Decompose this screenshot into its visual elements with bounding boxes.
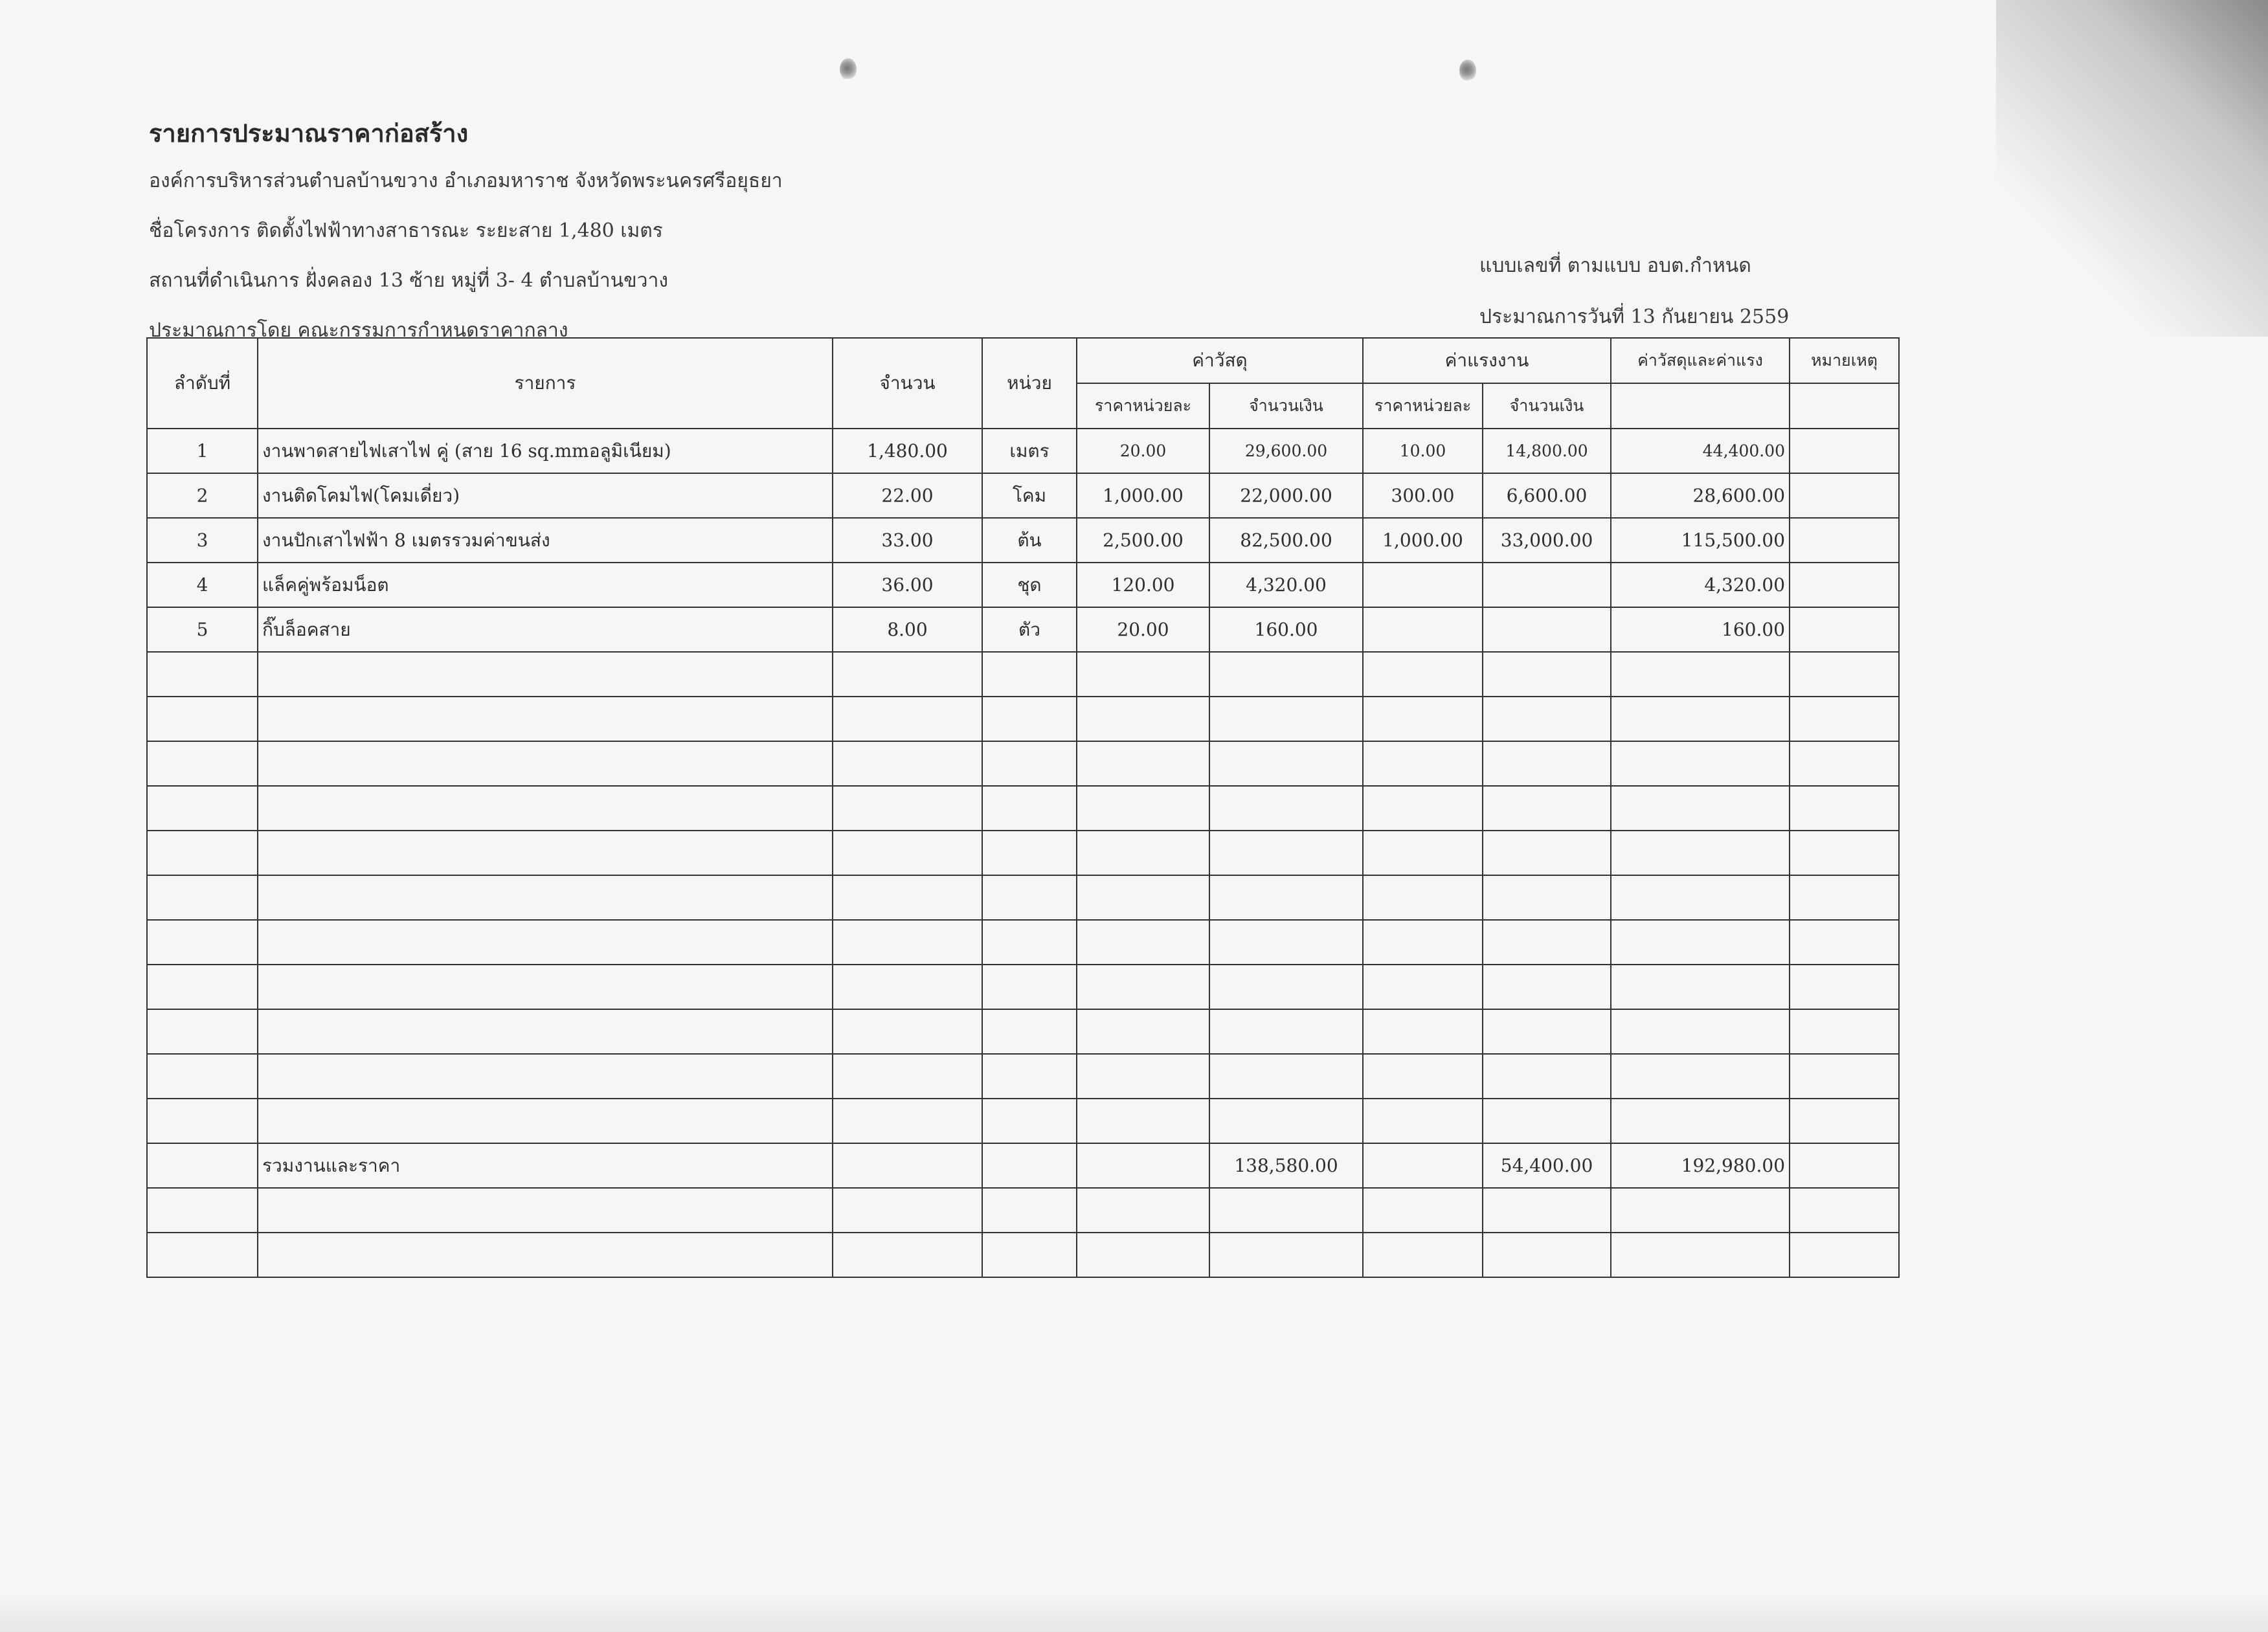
empty-cell	[258, 1054, 833, 1099]
document-title: รายการประมาณราคาก่อสร้าง	[149, 118, 469, 148]
cell-total: 4,320.00	[1611, 563, 1790, 607]
empty-cell	[258, 1233, 833, 1277]
empty-cell	[833, 786, 982, 831]
empty-row	[147, 786, 1899, 831]
empty-cell	[1363, 1054, 1483, 1099]
empty-cell	[833, 875, 982, 920]
empty-cell	[1790, 697, 1899, 741]
empty-cell	[258, 875, 833, 920]
empty-cell	[1483, 741, 1611, 786]
empty-cell	[1209, 1009, 1363, 1054]
empty-cell	[1077, 831, 1209, 875]
cell-qty: 8.00	[833, 607, 982, 652]
empty-cell	[982, 1009, 1077, 1054]
cell-item: งานติดโคมไฟ(โคมเดี่ยว)	[258, 473, 833, 518]
empty-cell	[1611, 831, 1790, 875]
empty-cell	[1611, 652, 1790, 697]
cell-material-amount: 4,320.00	[1209, 563, 1363, 607]
cell-total: 44,400.00	[1611, 429, 1790, 473]
empty-cell	[147, 652, 258, 697]
empty-row	[147, 875, 1899, 920]
empty-cell	[1209, 741, 1363, 786]
empty-cell	[1363, 652, 1483, 697]
summary-unit	[982, 1143, 1077, 1188]
empty-cell	[1077, 1099, 1209, 1143]
estimate-date: ประมาณการวันที่ 13 กันยายน 2559	[1479, 306, 1790, 328]
cell-no: 3	[147, 518, 258, 563]
empty-cell	[1483, 1099, 1611, 1143]
cell-unit: ตัว	[982, 607, 1077, 652]
empty-cell	[1483, 875, 1611, 920]
empty-cell	[1363, 920, 1483, 965]
empty-cell	[1209, 831, 1363, 875]
empty-cell	[833, 652, 982, 697]
cell-material-unit-price: 2,500.00	[1077, 518, 1209, 563]
cell-labor-amount: 14,800.00	[1483, 429, 1611, 473]
empty-cell	[1077, 1233, 1209, 1277]
empty-cell	[1483, 1233, 1611, 1277]
empty-cell	[982, 920, 1077, 965]
empty-cell	[1363, 965, 1483, 1009]
empty-cell	[147, 1099, 258, 1143]
empty-cell	[1483, 786, 1611, 831]
empty-cell	[1077, 697, 1209, 741]
empty-cell	[147, 1233, 258, 1277]
empty-cell	[1209, 1233, 1363, 1277]
scan-shadow	[1996, 0, 2268, 337]
table-row	[147, 607, 1899, 652]
cell-qty: 1,480.00	[833, 429, 982, 473]
empty-cell	[1611, 697, 1790, 741]
cell-total: 28,600.00	[1611, 473, 1790, 518]
empty-cell	[1483, 965, 1611, 1009]
summary-qty	[833, 1143, 982, 1188]
cell-total: 160.00	[1611, 607, 1790, 652]
cell-material-unit-price: 120.00	[1077, 563, 1209, 607]
empty-cell	[1209, 697, 1363, 741]
empty-cell	[833, 1099, 982, 1143]
empty-cell	[982, 1233, 1077, 1277]
summary-note	[1790, 1143, 1899, 1188]
cell-item: งานปักเสาไฟฟ้า 8 เมตรรวมค่าขนส่ง	[258, 518, 833, 563]
empty-cell	[1483, 697, 1611, 741]
empty-cell	[1209, 786, 1363, 831]
empty-cell	[1790, 1233, 1899, 1277]
empty-cell	[1790, 652, 1899, 697]
empty-cell	[258, 652, 833, 697]
cell-item: แล็คคู่พร้อมน็อต	[258, 563, 833, 607]
empty-cell	[1790, 1099, 1899, 1143]
empty-cell	[1209, 1054, 1363, 1099]
empty-cell	[833, 831, 982, 875]
organization-line: องค์การบริหารส่วนตำบลบ้านขวาง อำเภอมหาราช จังหวัดพระนครศรีอยุธยา	[149, 170, 783, 192]
empty-row	[147, 1099, 1899, 1143]
header-material: ค่าวัสดุ	[1077, 338, 1363, 383]
cell-qty: 22.00	[833, 473, 982, 518]
empty-cell	[1077, 965, 1209, 1009]
empty-row	[147, 741, 1899, 786]
empty-cell	[1611, 741, 1790, 786]
empty-cell	[833, 1054, 982, 1099]
cell-labor-amount	[1483, 563, 1611, 607]
empty-cell	[1483, 652, 1611, 697]
empty-cell	[833, 920, 982, 965]
empty-cell	[1363, 831, 1483, 875]
empty-cell	[1790, 1188, 1899, 1233]
empty-cell	[1483, 1009, 1611, 1054]
summary-row	[147, 1143, 1899, 1188]
empty-cell	[1077, 875, 1209, 920]
empty-cell	[833, 741, 982, 786]
estimator-line: ประมาณการโดย คณะกรรมการกำหนดราคากลาง	[149, 319, 568, 342]
summary-labor-unit-price	[1363, 1143, 1483, 1188]
cell-qty: 36.00	[833, 563, 982, 607]
blank-rows	[147, 1188, 1899, 1277]
empty-cell	[1077, 652, 1209, 697]
empty-cell	[1483, 831, 1611, 875]
empty-cell	[147, 697, 258, 741]
empty-cell	[1790, 786, 1899, 831]
empty-cell	[1790, 965, 1899, 1009]
empty-row	[147, 1188, 1899, 1233]
cell-note	[1790, 563, 1899, 607]
cell-labor-unit-price: 10.00	[1363, 429, 1483, 473]
empty-cell	[147, 786, 258, 831]
cell-item: งานพาดสายไฟเสาไฟ คู่ (สาย 16 sq.mmอลูมิเนียม)	[258, 429, 833, 473]
empty-cell	[982, 965, 1077, 1009]
empty-cell	[1077, 1054, 1209, 1099]
empty-cell	[833, 1188, 982, 1233]
cost-estimate-table	[146, 337, 1900, 1278]
empty-cell	[1363, 1188, 1483, 1233]
header-total-sub	[1611, 383, 1790, 429]
cell-labor-unit-price: 1,000.00	[1363, 518, 1483, 563]
cell-material-amount: 22,000.00	[1209, 473, 1363, 518]
header-labor-amount: จำนวนเงิน	[1483, 383, 1611, 429]
empty-cell	[833, 697, 982, 741]
location-line: สถานที่ดำเนินการ ฝั่งคลอง 13 ซ้าย หมู่ที่ 3- 4 ตำบลบ้านขวาง	[149, 269, 669, 292]
empty-cell	[1209, 875, 1363, 920]
design-number: แบบเลขที่ ตามแบบ อบต.กำหนด	[1479, 254, 1751, 277]
cell-total: 115,500.00	[1611, 518, 1790, 563]
empty-cell	[1611, 1054, 1790, 1099]
header-item: รายการ	[258, 338, 833, 429]
empty-cell	[258, 786, 833, 831]
empty-cell	[1611, 875, 1790, 920]
empty-cell	[1363, 1099, 1483, 1143]
header-material-amount: จำนวนเงิน	[1209, 383, 1363, 429]
table-header-row	[147, 338, 1899, 383]
empty-cell	[258, 831, 833, 875]
empty-cell	[982, 652, 1077, 697]
empty-cell	[982, 697, 1077, 741]
empty-cell	[1611, 920, 1790, 965]
empty-cell	[258, 697, 833, 741]
header-note-sub	[1790, 383, 1899, 429]
empty-cell	[1611, 786, 1790, 831]
empty-cell	[147, 920, 258, 965]
table-row	[147, 429, 1899, 473]
empty-cell	[147, 875, 258, 920]
summary-total: 192,980.00	[1611, 1143, 1790, 1188]
empty-row	[147, 1054, 1899, 1099]
cell-material-unit-price: 20.00	[1077, 429, 1209, 473]
empty-cell	[982, 786, 1077, 831]
empty-cell	[147, 1188, 258, 1233]
cell-labor-unit-price	[1363, 607, 1483, 652]
cell-note	[1790, 518, 1899, 563]
table-row	[147, 473, 1899, 518]
scan-edge	[0, 1593, 2268, 1632]
empty-cell	[1790, 875, 1899, 920]
header-total: ค่าวัสดุและค่าแรง	[1611, 338, 1790, 383]
empty-cell	[833, 1009, 982, 1054]
cell-labor-amount	[1483, 607, 1611, 652]
empty-cell	[1483, 920, 1611, 965]
empty-cell	[1363, 1233, 1483, 1277]
empty-cell	[1363, 786, 1483, 831]
empty-cell	[1790, 1054, 1899, 1099]
empty-cell	[982, 1099, 1077, 1143]
cell-no: 1	[147, 429, 258, 473]
empty-cell	[833, 965, 982, 1009]
cell-material-amount: 160.00	[1209, 607, 1363, 652]
header-note: หมายเหตุ	[1790, 338, 1899, 383]
empty-cell	[258, 1188, 833, 1233]
empty-cell	[1077, 1009, 1209, 1054]
empty-cell	[1077, 920, 1209, 965]
empty-row	[147, 652, 1899, 697]
empty-cell	[147, 741, 258, 786]
empty-row	[147, 965, 1899, 1009]
cell-material-unit-price: 1,000.00	[1077, 473, 1209, 518]
cell-labor-unit-price	[1363, 563, 1483, 607]
empty-row	[147, 1009, 1899, 1054]
cell-material-amount: 29,600.00	[1209, 429, 1363, 473]
empty-cell	[1209, 652, 1363, 697]
table-row	[147, 563, 1899, 607]
cell-no: 4	[147, 563, 258, 607]
cell-unit: เมตร	[982, 429, 1077, 473]
cell-labor-amount: 6,600.00	[1483, 473, 1611, 518]
punch-hole	[840, 58, 857, 80]
empty-cell	[1611, 965, 1790, 1009]
empty-cell	[147, 831, 258, 875]
cell-material-amount: 82,500.00	[1209, 518, 1363, 563]
cell-unit: โคม	[982, 473, 1077, 518]
empty-cell	[1363, 875, 1483, 920]
cell-material-unit-price: 20.00	[1077, 607, 1209, 652]
empty-cell	[1790, 920, 1899, 965]
empty-cell	[1077, 1188, 1209, 1233]
empty-cell	[1611, 1233, 1790, 1277]
header-qty: จำนวน	[833, 338, 982, 429]
empty-cell	[258, 1099, 833, 1143]
empty-cell	[1209, 1188, 1363, 1233]
table-row	[147, 518, 1899, 563]
cell-note	[1790, 473, 1899, 518]
empty-cell	[833, 1233, 982, 1277]
empty-cell	[982, 1054, 1077, 1099]
empty-cell	[1611, 1099, 1790, 1143]
summary-label: รวมงานและราคา	[258, 1143, 833, 1188]
summary-no	[147, 1143, 258, 1188]
cell-unit: ชุด	[982, 563, 1077, 607]
summary-material-unit-price	[1077, 1143, 1209, 1188]
empty-cell	[982, 1188, 1077, 1233]
cell-no: 2	[147, 473, 258, 518]
empty-cell	[258, 965, 833, 1009]
empty-cell	[258, 741, 833, 786]
cell-no: 5	[147, 607, 258, 652]
header-material-unit-price: ราคาหน่วยละ	[1077, 383, 1209, 429]
project-line: ชื่อโครงการ ติดตั้งไฟฟ้าทางสาธารณะ ระยะสาย 1,480 เมตร	[149, 219, 663, 242]
empty-cell	[1077, 741, 1209, 786]
empty-cell	[982, 831, 1077, 875]
cell-qty: 33.00	[833, 518, 982, 563]
punch-hole	[1459, 60, 1476, 82]
empty-cell	[1611, 1188, 1790, 1233]
empty-cell	[1790, 1009, 1899, 1054]
empty-row	[147, 831, 1899, 875]
empty-cell	[1363, 697, 1483, 741]
empty-cell	[147, 965, 258, 1009]
empty-cell	[1790, 741, 1899, 786]
empty-cell	[1363, 741, 1483, 786]
empty-cell	[258, 920, 833, 965]
blank-rows	[147, 652, 1899, 1143]
header-labor: ค่าแรงงาน	[1363, 338, 1611, 383]
cell-note	[1790, 429, 1899, 473]
empty-cell	[982, 875, 1077, 920]
empty-row	[147, 697, 1899, 741]
cell-note	[1790, 607, 1899, 652]
empty-cell	[1483, 1054, 1611, 1099]
empty-cell	[1209, 920, 1363, 965]
empty-cell	[1363, 1009, 1483, 1054]
cell-labor-amount: 33,000.00	[1483, 518, 1611, 563]
empty-cell	[1077, 786, 1209, 831]
header-no: ลำดับที่	[147, 338, 258, 429]
empty-cell	[982, 741, 1077, 786]
empty-cell	[1483, 1188, 1611, 1233]
cell-item: กิ๊บล็อคสาย	[258, 607, 833, 652]
empty-cell	[1611, 1009, 1790, 1054]
empty-cell	[147, 1009, 258, 1054]
cell-unit: ต้น	[982, 518, 1077, 563]
empty-cell	[1790, 831, 1899, 875]
empty-cell	[258, 1009, 833, 1054]
summary-labor-amount: 54,400.00	[1483, 1143, 1611, 1188]
empty-cell	[1209, 1099, 1363, 1143]
empty-row	[147, 920, 1899, 965]
header-unit: หน่วย	[982, 338, 1077, 429]
empty-row	[147, 1233, 1899, 1277]
cell-labor-unit-price: 300.00	[1363, 473, 1483, 518]
summary-material-amount: 138,580.00	[1209, 1143, 1363, 1188]
document-header	[149, 113, 783, 365]
header-labor-unit-price: ราคาหน่วยละ	[1363, 383, 1483, 429]
empty-cell	[147, 1054, 258, 1099]
empty-cell	[1209, 965, 1363, 1009]
